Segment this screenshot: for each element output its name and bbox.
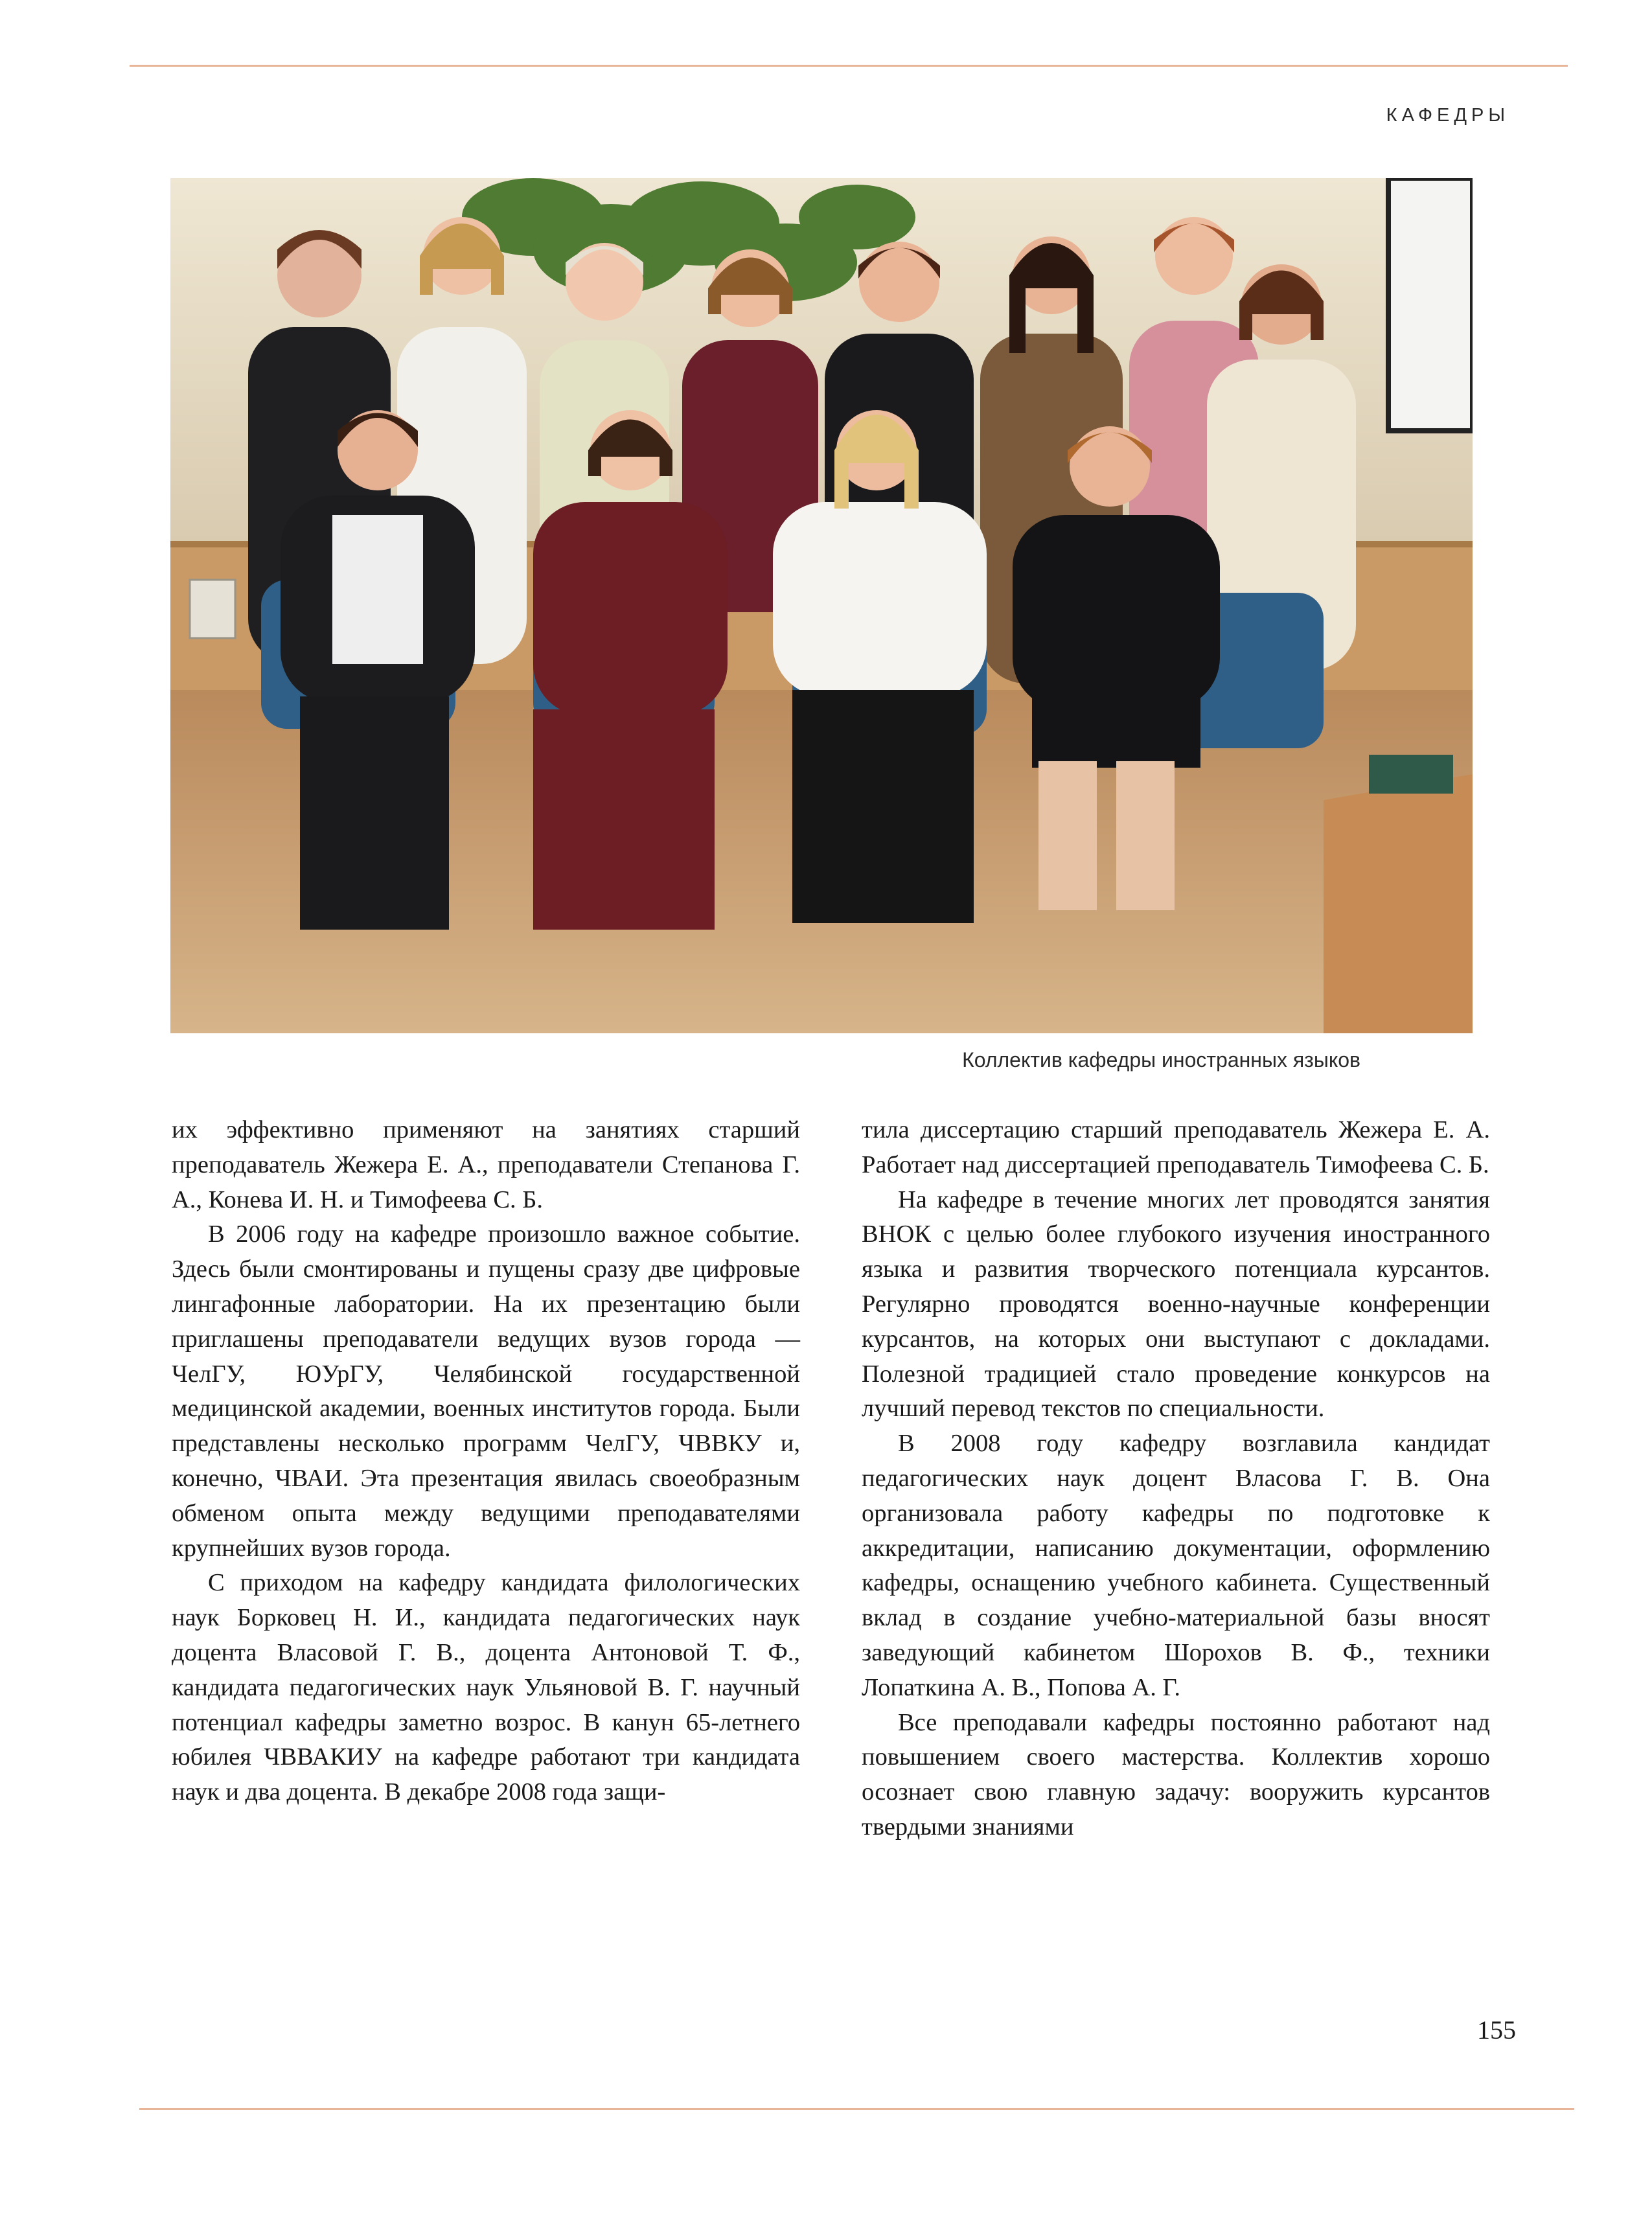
paragraph: их эффективно применяют на занятиях старший преподаватель Жежера Е. А., преподаватели Степанова Г. А., Конева И. Н. и Тимофеева С. Б. bbox=[172, 1116, 800, 1213]
desk bbox=[1324, 774, 1473, 1033]
group-photo-illustration bbox=[170, 178, 1473, 1033]
top-rule bbox=[130, 65, 1568, 67]
photo-caption: Коллектив кафедры иностранных языков bbox=[962, 1048, 1360, 1072]
projection-screen bbox=[1388, 178, 1473, 431]
wall-vent bbox=[190, 580, 235, 638]
text-column-left bbox=[172, 1113, 800, 1810]
running-head: КАФЕДРЫ bbox=[1386, 105, 1509, 126]
page-number: 155 bbox=[1477, 2015, 1516, 2045]
paragraph: На кафедре в течение многих лет проводятся занятия ВНОК с целью более глубокого изучения иностранного языка и развития творческого потенциала курсантов. Регулярно проводятся военно-научные конференции курсантов, на которых они выступают с докладами. Полезной традицией стало проведение конкурсов на лучший перевод текстов по специальности. bbox=[862, 1186, 1490, 1423]
bottom-rule bbox=[139, 2108, 1574, 2110]
text-column-right bbox=[862, 1113, 1490, 1845]
paragraph: С приходом на кафедру кандидата филологических наук Борковец Н. И., кандидата педагогических наук доцента Власовой Г. В., доцента Антоновой Т. Ф., кандидата педагогических наук Ульяновой В. Г. научный потенциал кафедры заметно возрос. В канун 65-летнего юбилея ЧВВАКИУ на кафедре работают три кандидата наук и два доцента. В декабре 2008 года защи- bbox=[172, 1569, 800, 1806]
paragraph: В 2008 году кафедру возглавила кандидат педагогических наук доцент Власова Г. В. Она организовала работу кафедры по подготовке к аккредитации, написанию документации, оформлению кафедры, оснащению учебного кабинета. Существенный вклад в создание учебно-материальной базы вносят заведующий кабинетом Шорохов В. Ф., техники Лопаткина А. В., Попова А. Г. bbox=[862, 1430, 1490, 1701]
paragraph: Все преподавали кафедры постоянно работают над повышением своего мастерства. Коллектив хорошо осознает свою главную задачу: вооружить курсантов твердыми знаниями bbox=[862, 1708, 1490, 1840]
paragraph: тила диссертацию старший преподаватель Жежера Е. А. Работает над диссертацией преподаватель Тимофеева С. Б. bbox=[862, 1116, 1490, 1178]
paragraph: В 2006 году на кафедре произошло важное событие. Здесь были смонтированы и пущены сразу две цифровые лингафонные лаборатории. На их презентацию были приглашены преподаватели ведущих вузов города — ЧелГУ, ЮУрГУ, Челябинской государственной медицинской академии, военных институтов города. Были представлены несколько программ ЧелГУ, ЧВВКУ и, конечно, ЧВАИ. Эта презентация явилась своеобразным обменом опыта между ведущими преподавателями крупнейших вузов города. bbox=[172, 1221, 800, 1562]
desk-binder bbox=[1369, 755, 1453, 794]
group-photo bbox=[170, 178, 1473, 1033]
